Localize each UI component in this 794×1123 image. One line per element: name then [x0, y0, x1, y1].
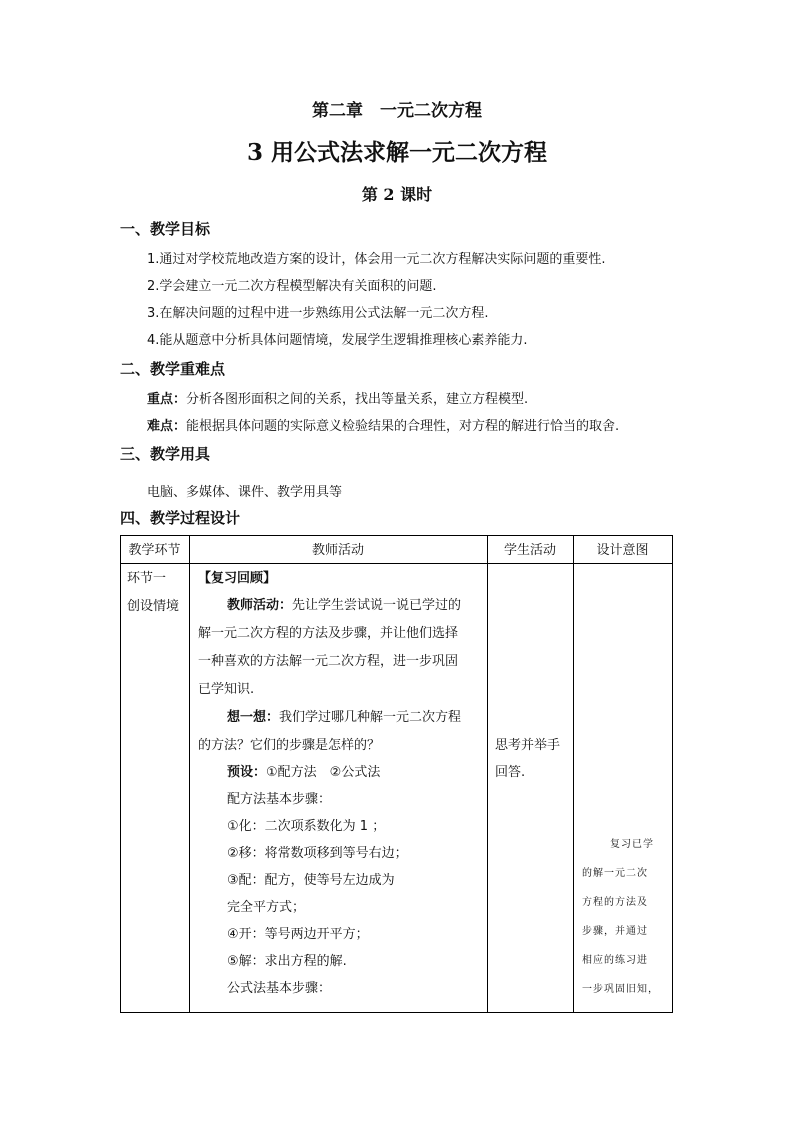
design-intent: 一步巩固旧知，	[582, 984, 659, 995]
design-intent: 步骤，并通过	[582, 926, 648, 937]
section-heading-keypoints: 二、教学重难点	[120, 360, 226, 378]
goal-item: 1.通过对学校荒地改造方案的设计，体会用一元二次方程解决实际问题的重要性.	[147, 252, 606, 267]
think-text: 我们学过哪几种解一元二次方程	[279, 710, 462, 725]
think-line	[227, 706, 461, 725]
teacher-activity-text: 一种喜欢的方法解一元二次方程，进一步巩固	[198, 654, 459, 669]
method-step: ④开：等号两边开平方；	[227, 927, 369, 942]
method-step: ③配：配方，使等号左边成为	[227, 873, 395, 888]
method2-title: 公式法基本步骤：	[227, 981, 332, 996]
teacher-activity-text: 已学知识.	[198, 682, 255, 697]
method1-title: 配方法基本步骤：	[227, 792, 332, 807]
key-point-label: 重点：	[147, 392, 187, 407]
stage-label: 环节一	[127, 571, 167, 586]
design-intent: 的解一元二次	[582, 868, 648, 879]
method-step: ⑤解：求出方程的解.	[227, 954, 347, 969]
section-heading-process: 四、教学过程设计	[120, 509, 241, 527]
difficulty-text: 能根据具体问题的实际意义检验结果的合理性，对方程的解进行恰当的取舍.	[186, 419, 620, 434]
think-text: 的方法？它们的步骤是怎样的？	[198, 738, 381, 753]
table-header-stage: 教学环节	[128, 543, 181, 558]
key-point-line	[147, 388, 528, 407]
student-activity: 思考并举手	[495, 738, 561, 753]
difficulty-line	[147, 415, 619, 434]
table-col-divider	[487, 535, 488, 1013]
design-intent: 方程的方法及	[582, 897, 648, 908]
difficulty-label: 难点：	[147, 419, 187, 434]
method-step: ①化：二次项系数化为 1 ；	[227, 819, 386, 834]
lesson-title: 3 用公式法求解一元二次方程	[246, 139, 547, 166]
table-col-divider	[573, 535, 574, 1013]
design-intent: 相应的练习进	[582, 955, 648, 966]
think-label: 想一想：	[227, 710, 280, 725]
student-activity: 回答.	[495, 765, 526, 780]
design-intent: 复习已学	[610, 839, 654, 850]
table-col-divider	[189, 535, 190, 1013]
chapter-title: 第二章 一元二次方程	[312, 101, 482, 121]
table-border-top	[120, 535, 673, 536]
section-heading-goals: 一、教学目标	[120, 220, 211, 238]
goal-item: 4.能从题意中分析具体问题情境，发展学生逻辑推理核心素养能力.	[147, 333, 528, 348]
preset-label: 预设：	[227, 765, 267, 780]
process-table	[120, 535, 673, 1013]
tools-text: 电脑、多媒体、课件、教学用具等	[147, 485, 343, 500]
table-header-design: 设计意图	[596, 543, 649, 558]
table-header-student: 学生活动	[503, 543, 556, 558]
teacher-activity-line	[227, 594, 461, 613]
preset-line	[227, 761, 380, 780]
table-border-bottom	[120, 1012, 673, 1013]
stage-name: 创设情境	[127, 599, 180, 614]
goal-item: 3.在解决问题的过程中进一步熟练用公式法解一元二次方程.	[147, 306, 489, 321]
teacher-activity-label: 教师活动：	[227, 598, 293, 613]
goal-item: 2.学会建立一元二次方程模型解决有关面积的问题.	[147, 279, 437, 294]
key-point-text: 分析各图形面积之间的关系，找出等量关系，建立方程模型.	[186, 392, 529, 407]
table-border-right	[672, 535, 673, 1013]
preset-text: ①配方法 ②公式法	[266, 765, 381, 780]
table-header-divider	[120, 563, 673, 564]
table-border-left	[120, 535, 121, 1013]
period-title: 第 2 课时	[361, 185, 433, 204]
section-heading-tools: 三、教学用具	[120, 445, 211, 463]
teacher-activity-text: 先让学生尝试说一说已学过的	[292, 598, 462, 613]
review-title: 【复习回顾】	[198, 571, 277, 586]
teacher-activity-text: 解一元二次方程的方法及步骤，并让他们选择	[198, 626, 459, 641]
method-step: 完全平方式；	[227, 900, 306, 915]
method-step: ②移：将常数项移到等号右边；	[227, 846, 408, 861]
table-header-teacher: 教师活动	[311, 543, 364, 558]
